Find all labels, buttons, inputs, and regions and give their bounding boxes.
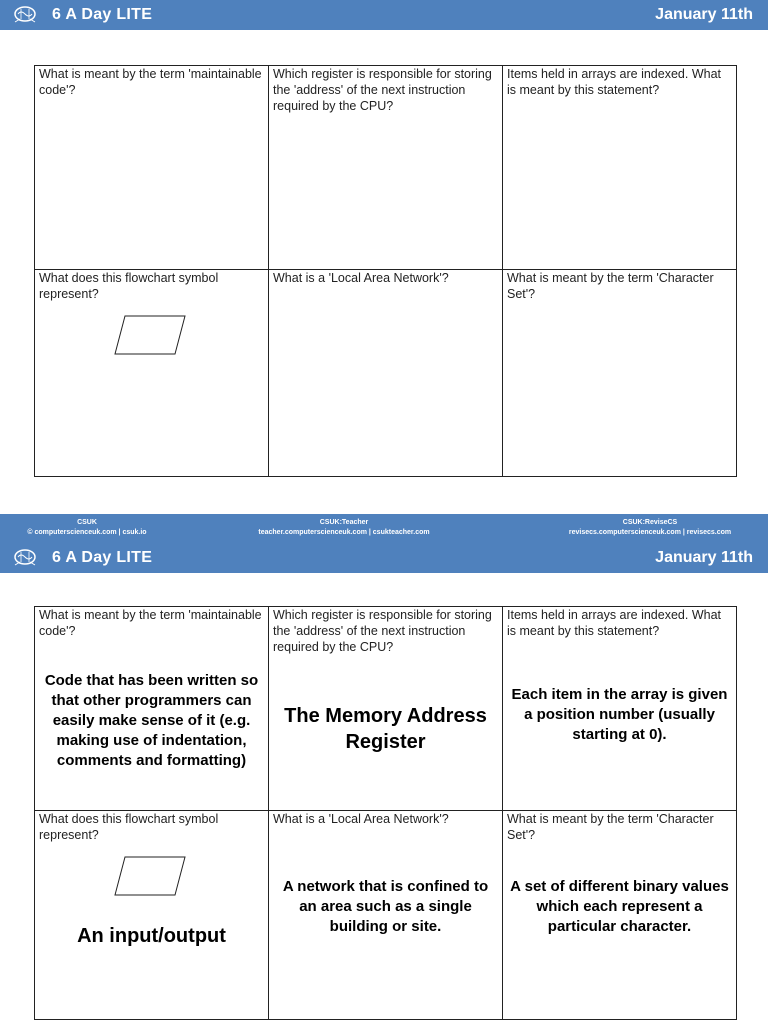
answer-text: Each item in the array is given a position number (usually starting at 0). xyxy=(511,686,728,743)
question-text: Items held in arrays are indexed. What is meant by this statement? xyxy=(507,608,721,638)
question-cell xyxy=(503,66,737,270)
question-grid xyxy=(34,65,737,477)
question-cell xyxy=(35,66,269,270)
question-text: Items held in arrays are indexed. What is meant by this statement? xyxy=(507,67,721,97)
footer-col-csuk xyxy=(14,518,160,538)
footer-links[interactable]: teacher.computerscienceuk.com | csukteacher.com xyxy=(258,529,430,536)
answer-text: A set of different binary values which each represent a particular character. xyxy=(510,878,729,935)
answer-text: The Memory Address Register xyxy=(284,705,487,753)
question-text: What is a 'Local Area Network'? xyxy=(273,812,449,826)
footer-bar xyxy=(0,514,768,543)
question-text: What is a 'Local Area Network'? xyxy=(273,271,449,285)
header-bar xyxy=(0,0,768,30)
question-text: Which register is responsible for storing the 'address' of the next instruction required by the CPU? xyxy=(273,67,492,113)
header-left xyxy=(0,4,152,26)
header-title: 6 A Day LITE xyxy=(52,549,153,566)
footer-title: CSUK:Teacher xyxy=(319,519,369,526)
header-left xyxy=(0,547,152,569)
header-bar-answers xyxy=(0,543,768,573)
question-text: What is meant by the term 'maintainable code'? xyxy=(39,67,262,97)
footer-title: CSUK:ReviseCS xyxy=(622,519,678,526)
answer-grid xyxy=(34,606,737,1020)
footer-links[interactable]: revisecs.computerscienceuk.com | revisecs.com xyxy=(568,529,732,536)
question-text: What does this flowchart symbol represent? xyxy=(39,271,219,301)
answer-cell xyxy=(269,607,503,811)
question-cell xyxy=(503,270,737,477)
input-output-symbol-icon xyxy=(105,855,195,899)
input-output-symbol-icon xyxy=(105,314,195,358)
question-text: What is meant by the term 'Character Set'? xyxy=(507,271,714,301)
question-text: What does this flowchart symbol represent? xyxy=(39,812,219,842)
answer-cell xyxy=(35,811,269,1020)
answer-cell xyxy=(269,811,503,1020)
answer-cell xyxy=(35,607,269,811)
header-date: January 11th xyxy=(655,549,753,566)
footer-title: CSUK xyxy=(77,519,97,526)
footer-col-revisecs xyxy=(548,518,752,538)
brain-logo-icon xyxy=(12,547,38,569)
brain-logo-icon xyxy=(12,4,38,26)
answer-text: A network that is confined to an area such as a single building or site. xyxy=(282,878,489,935)
footer-links[interactable]: © computerscienceuk.com | csuk.io xyxy=(27,529,147,536)
question-text: What is meant by the term 'maintainable code'? xyxy=(39,608,262,638)
answer-text: An input/output xyxy=(77,925,226,947)
header-title: 6 A Day LITE xyxy=(52,6,153,23)
question-text: What is meant by the term 'Character Set'? xyxy=(507,812,714,842)
question-text: Which register is responsible for storing the 'address' of the next instruction required by the CPU? xyxy=(273,608,492,654)
question-cell xyxy=(269,66,503,270)
header-date: January 11th xyxy=(655,6,753,23)
footer-col-teacher xyxy=(234,518,454,538)
answer-text: Code that has been written so that other programmers can easily make sense of it (e.g. making use of indentation, comments and formatting) xyxy=(44,672,259,769)
answer-cell xyxy=(503,607,737,811)
question-cell xyxy=(269,270,503,477)
answer-cell xyxy=(503,811,737,1020)
question-cell xyxy=(35,270,269,477)
